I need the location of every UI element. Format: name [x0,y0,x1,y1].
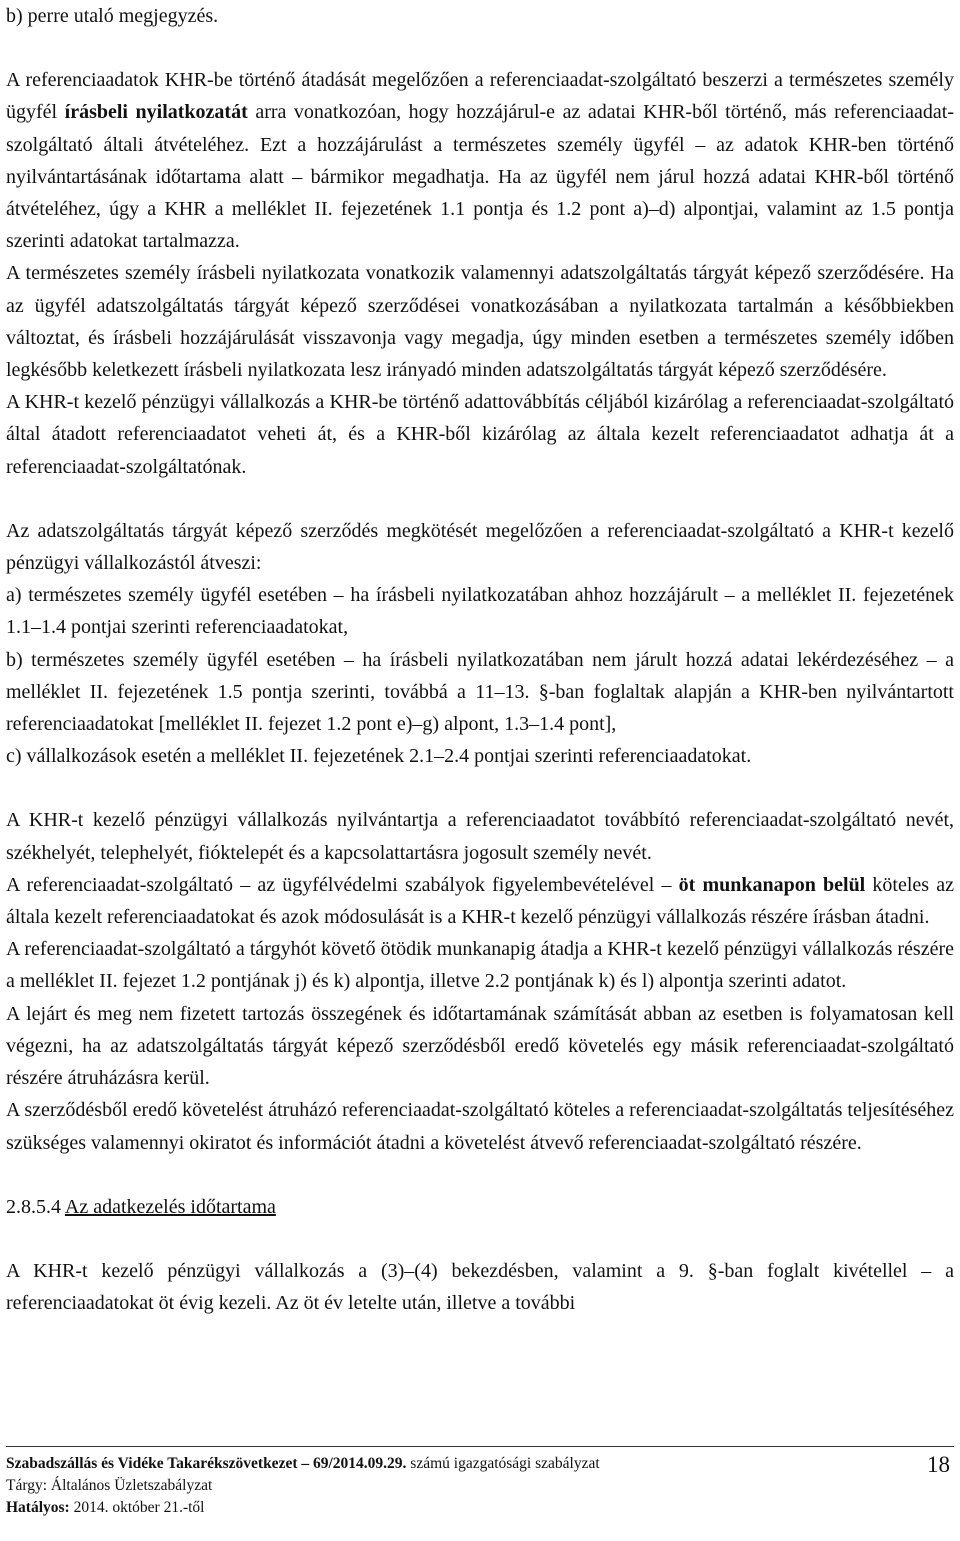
paragraph-gap [6,772,954,804]
paragraph [6,869,954,933]
paragraph-gap [6,483,954,515]
bold-text: öt munkanapon belül [678,873,866,896]
paragraph [6,644,954,741]
section-heading: Az adatkezelés időtartama [64,1195,276,1218]
text-run: a) természetes személy ügyfél esetében – ha írásbeli nyilatkozatában ahhoz hozzájárult – a melléklet II. fejezetének 1.1–1.4 pontjai szerinti referenciaadatokat, [6,584,954,639]
document-body [6,0,954,1319]
text-run: A lejárt és meg nem fizetett tartozás összegének és időtartamának számítását abban az esetben is folyamatosan kell végezni, ha az adatszolgáltatás tárgyát képező szerződésből eredő követelés egy másik referenciaadat-szolgáltató részére átruházásra kerül. [6,1002,954,1090]
text-run: arra vonatkozóan, hogy hozzájárul-e az adatai KHR-ből történő, más referenciaadat-szolgáltató általi átvételéhez. Ezt a hozzájárulást a természetes személy ügyfél – az adatok KHR-ben történő nyilvántartásának időtartama alatt – bármikor megadhatja. Ha az ügyfél nem járul hozzá adatai KHR-ből történő átvételéhez, úgy a KHR a melléklet II. fejezetének 1.1 pontja és 1.2 pont a)–d) alpontjai, valamint az 1.5 pontja szerinti adatokat tartalmazza. [6,101,955,253]
text-run: A szerződésből eredő követelést átruházó referenciaadat-szolgáltató köteles a referenciaadat-szolgáltatás teljesítéséhez szükséges valamennyi okiratot és információt átadni a követelést átvevő referenciaadat-szolgáltató részére. [6,1099,954,1154]
text-run: A KHR-t kezelő pénzügyi vállalkozás a (3)–(4) bekezdésben, valamint a 9. §-ban foglalt kivétellel – a referenciaadatokat öt évig kezeli. Az öt év letelte után, illetve a további [6,1259,954,1315]
paragraph [6,1094,954,1158]
footer-effective-label: Hatályos: [6,1499,70,1516]
text-run: A KHR-t kezelő pénzügyi vállalkozás a KHR-be történő adattovábbítás céljából kizárólag a referenciaadat-szolgáltató által átadott referenciaadatot veheti át, és a KHR-ből kizárólag az általa kezelt referenciaadatot adhatja át a referenciaadat-szolgáltatónak. [6,391,954,478]
paragraph-gap [6,32,954,64]
paragraph [6,386,954,483]
text-run: c) vállalkozások esetén a melléklet II. fejezetének 2.1–2.4 pontjai szerinti referenciaadatokat. [6,745,752,768]
text-run: köteles az általa kezelt referenciaadatokat és azok módosulását is a KHR-t kezelő pénzügyi vállalkozás részére írásban átadni. [6,873,954,929]
paragraph [6,933,954,997]
footer-rule [6,1446,954,1447]
footer-doc-suffix: számú igazgatósági szabályzat [406,1455,600,1472]
footer-effective-line [6,1497,600,1519]
text-run: b) perre utaló megjegyzés. [6,5,219,27]
paragraph [6,257,954,386]
text-run: A referenciaadatok KHR-be történő átadását megelőzően a referenciaadat-szolgáltató beszerzi a természetes személy ügyfél [6,69,954,124]
paragraph-gap [6,1159,954,1191]
page-number: 18 [927,1452,950,1477]
paragraph [6,579,954,643]
footer-org-line [6,1453,600,1475]
paragraph-gap [6,1223,954,1255]
text-run: 2.8.5.4 [6,1195,65,1218]
text-run: b) természetes személy ügyfél esetében – ha írásbeli nyilatkozatában nem járult hozzá adatai lekérdezéséhez – a melléklet II. fejezetének 1.5 pontja szerinti, továbbá a 11–13. §-ban foglaltak alapján a KHR-ben nyilvántartott referenciaadatokat [melléklet II. fejezet 1.2 pont e)–g) alpont, 1.3–1.4 pont], [6,648,954,736]
bold-text: írásbeli nyilatkozatát [64,101,248,124]
paragraph [6,515,954,579]
paragraph [6,740,954,772]
footer-subject: Tárgy: Általános Üzletszabályzat [6,1477,213,1494]
paragraph [6,0,954,32]
paragraph [6,64,954,257]
paragraph [6,1255,954,1319]
text-run: A KHR-t kezelő pénzügyi vállalkozás nyilvántartja a referenciaadatot továbbító referenciaadat-szolgáltató nevét, székhelyét, telephelyét, fióktelepét és a kapcsolattartásra jogosult személy nevét. [6,809,954,864]
text-run: A referenciaadat-szolgáltató – az ügyfélvédelmi szabályok figyelembevételével – [6,873,679,896]
text-run: A referenciaadat-szolgáltató a tárgyhót követő ötödik munkanapig átadja a KHR-t kezelő pénzügyi vállalkozás részére a melléklet II. fejezet 1.2 pontjának j) és k) alpontja, illetve 2.2 pontjának k) és l) alpontja szerinti adatot. [6,938,954,993]
footer-lines [6,1453,600,1519]
footer-effective-date: 2014. október 21.-től [69,1499,205,1516]
text-run: A természetes személy írásbeli nyilatkozata vonatkozik valamennyi adatszolgáltatás tárgyát képező szerződésére. Ha az ügyfél adatszolgáltatás tárgyát képező szerződései vonatkozásában a nyilatkozata tartalmán a későbbiekben változtat, és írásbeli hozzájárulását visszavonja vagy megadja, úgy minden esetben a természetes személy időben legkésőbb keletkezett írásbeli nyilatkozata lesz irányadó minden adatszolgáltatás tárgyát képező szerződésére. [6,262,954,382]
paragraph [6,804,954,868]
paragraph [6,1191,954,1223]
text-run: Az adatszolgáltatás tárgyát képező szerződés megkötését megelőzően a referenciaadat-szolgáltató a KHR-t kezelő pénzügyi vállalkozástól átveszi: [6,519,954,575]
paragraph [6,998,954,1095]
footer-org: Szabadszállás és Vidéke Takarékszövetkezet – 69/2014.09.29. [6,1455,407,1472]
